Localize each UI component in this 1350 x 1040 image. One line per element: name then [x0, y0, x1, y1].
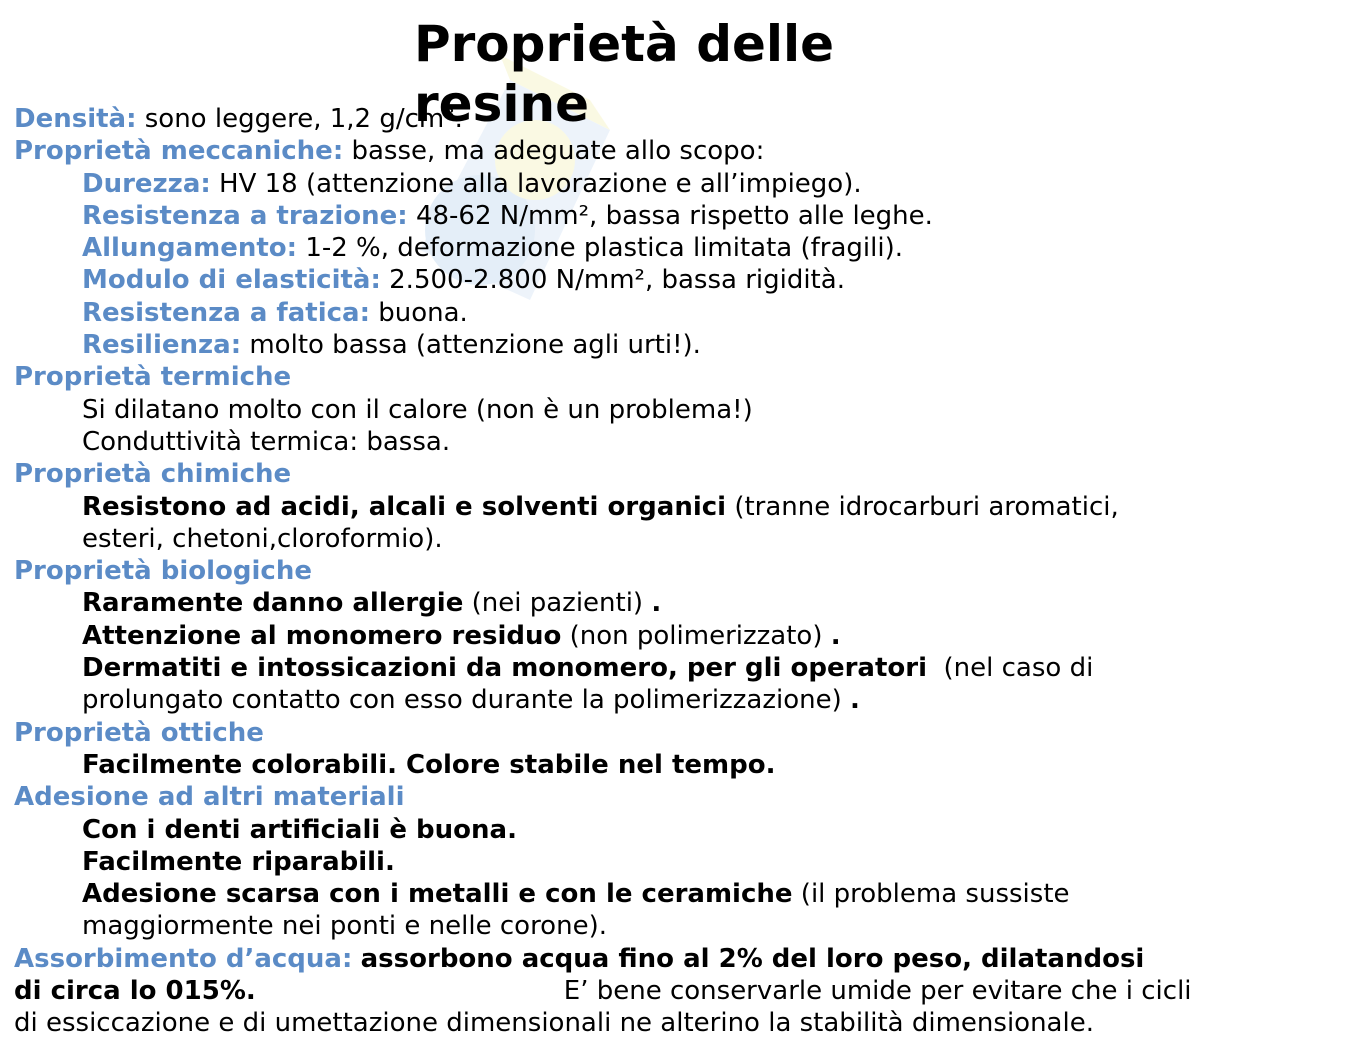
thermal-heading-line: [14, 361, 1339, 393]
optical-heading-line: [14, 717, 1339, 749]
biological-item-continued: [14, 684, 1339, 716]
mechanical-item-value: molto bassa (attenzione agli urti!).: [249, 330, 701, 361]
chemical-heading: Proprietà chimiche: [14, 459, 292, 490]
mechanical-item-label: Allungamento:: [82, 233, 298, 264]
adhesion-line: Facilmente riparabili.: [82, 846, 395, 877]
biological-item-end: .: [850, 685, 860, 716]
chemical-bold-text: Resistono ad acidi, alcali e solventi organici: [82, 491, 727, 522]
adhesion-text: (il problema sussiste: [800, 879, 1070, 910]
density-text: sono leggere, 1,2 g/cm³.: [144, 104, 463, 134]
biological-item-text: (non polimerizzato): [569, 620, 823, 651]
mechanical-item-value: buona.: [378, 297, 468, 328]
absorption-line: [14, 943, 1339, 975]
mechanical-item: [14, 329, 1339, 361]
mechanical-heading-line: [14, 135, 1339, 167]
mechanical-item: [14, 232, 1339, 264]
thermal-heading: Proprietà termiche: [14, 362, 292, 393]
biological-item-end: .: [830, 620, 841, 651]
absorption-line-2: [14, 975, 1339, 1007]
mechanical-item-label: Modulo di elasticità:: [82, 265, 381, 296]
chemical-text: (tranne idrocarburi aromatici,: [734, 491, 1119, 522]
adhesion-bold-text: Adesione scarsa con i metalli e con le ceramiche: [82, 879, 793, 910]
mechanical-item: [14, 200, 1339, 232]
biological-heading-line: [14, 555, 1339, 587]
biological-item-bold: Raramente danno allergie: [82, 588, 464, 619]
thermal-line: Si dilatano molto con il calore (non è un problema!): [82, 394, 753, 425]
mechanical-item-label: Resistenza a trazione:: [82, 200, 408, 231]
biological-item: [14, 620, 1339, 652]
absorption-heading: Assorbimento d’acqua:: [14, 943, 353, 974]
density-heading: Densità:: [14, 104, 137, 134]
adhesion-heading: Adesione ad altri materiali: [14, 782, 405, 813]
biological-item-text: (nel caso di: [943, 653, 1094, 684]
biological-item: [14, 652, 1339, 684]
absorption-bold-text: assorbono acqua fino al 2% del loro peso, dilatandosi: [360, 943, 1145, 974]
mechanical-item-label: Resistenza a fatica:: [82, 297, 370, 328]
biological-item-bold: Attenzione al monomero residuo: [82, 620, 562, 651]
chemical-heading-line: [14, 458, 1339, 490]
absorption-text: E’ bene conservarle umide per evitare che i cicli: [563, 976, 1192, 1007]
thermal-line: Conduttività termica: bassa.: [82, 426, 451, 457]
slide-body: [14, 103, 1339, 1040]
biological-heading: Proprietà biologiche: [14, 556, 312, 587]
mechanical-item-label: Durezza:: [82, 168, 211, 199]
mechanical-item-value: HV 18 (attenzione alla lavorazione e all’impiego).: [219, 168, 862, 199]
mechanical-item-value: 2.500-2.800 N/mm², bassa rigidità.: [389, 265, 845, 296]
mechanical-item: [14, 168, 1339, 200]
biological-item-end: .: [651, 588, 662, 619]
adhesion-line: Con i denti artificiali è buona.: [82, 814, 517, 845]
adhesion-line: [14, 878, 1339, 910]
absorption-line-3: di essiccazione e di umettazione dimensionali ne alterino la stabilità dimensionale.: [14, 1008, 1094, 1039]
chemical-line-2: esteri, chetoni,cloroformio).: [82, 523, 443, 554]
page-title: Proprietà delle resine: [414, 15, 835, 133]
optical-line: Facilmente colorabili. Colore stabile nel tempo.: [82, 749, 776, 780]
mechanical-item-value: 1-2 %, deformazione plastica limitata (fragili).: [305, 233, 903, 264]
mechanical-text: basse, ma adeguate allo scopo:: [351, 136, 765, 167]
biological-item-text-2: prolungato contatto con esso durante la polimerizzazione): [82, 685, 842, 716]
mechanical-item: [14, 297, 1339, 329]
mechanical-heading: Proprietà meccaniche:: [14, 136, 344, 167]
biological-item: [14, 587, 1339, 619]
absorption-bold-text-2: di circa lo 015%.: [14, 976, 256, 1007]
optical-heading: Proprietà ottiche: [14, 717, 264, 748]
mechanical-item-label: Resilienza:: [82, 330, 242, 361]
adhesion-heading-line: [14, 781, 1339, 813]
chemical-line: [14, 491, 1339, 523]
mechanical-item-value: 48-62 N/mm², bassa rispetto alle leghe.: [415, 200, 933, 231]
density-line: [14, 103, 1339, 135]
mechanical-item: [14, 264, 1339, 296]
biological-item-bold: Dermatiti e intossicazioni da monomero, per gli operatori: [82, 653, 927, 684]
adhesion-line: maggiormente nei ponti e nelle corone).: [82, 911, 607, 942]
biological-item-text: (nei pazienti): [471, 588, 644, 619]
